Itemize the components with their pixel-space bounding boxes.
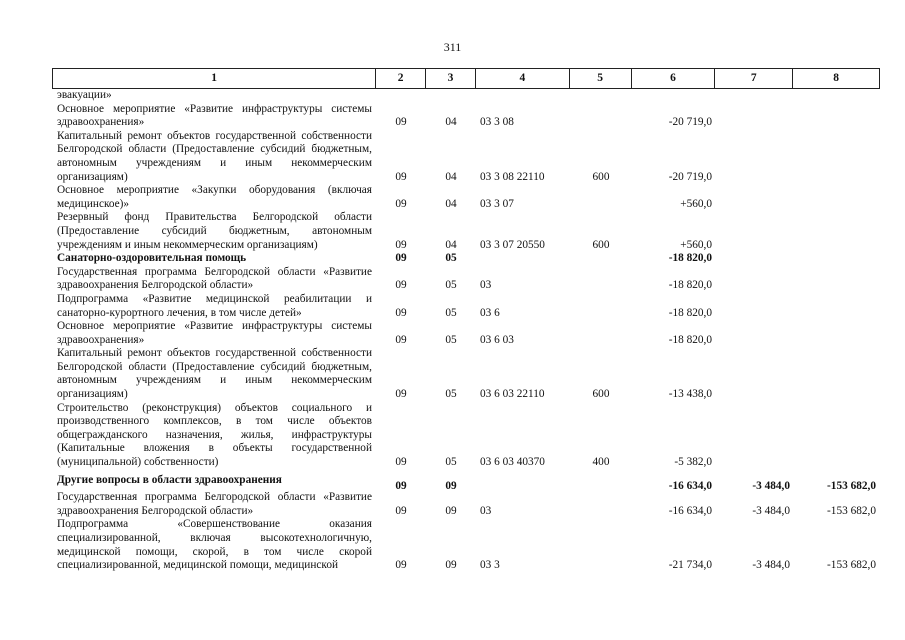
row-cell-c3: 04 xyxy=(445,238,457,251)
row-cell-c4: 03 xyxy=(480,504,492,517)
row-cell-c2: 09 xyxy=(395,252,407,265)
row-cell-c3: 05 xyxy=(445,388,457,401)
row-cell-c7: -3 484,0 xyxy=(752,559,790,572)
table-row xyxy=(52,518,880,572)
header-col-8: 8 xyxy=(833,72,839,84)
row-cell-c2: 09 xyxy=(395,116,407,129)
table-row xyxy=(52,103,880,130)
table-row xyxy=(52,473,880,492)
row-cell-c6: -18 820,0 xyxy=(668,306,712,319)
row-cell-c4: 03 3 xyxy=(480,559,500,572)
table-row xyxy=(52,211,880,252)
row-cell-c2: 09 xyxy=(395,306,407,319)
row-cell-c3: 05 xyxy=(445,252,457,265)
row-cell-c2: 09 xyxy=(395,388,407,401)
row-description: Капитальный ремонт объектов государственной собственности Белгородской области (Предоставление субсидий бюджетным, автономным учреждениям и иным некоммерческим организациям) xyxy=(57,347,372,401)
row-cell-c4: 03 xyxy=(480,279,492,292)
row-cell-c6: -5 382,0 xyxy=(674,456,712,469)
table-body xyxy=(52,89,880,573)
table-row xyxy=(52,130,880,184)
row-description: Основное мероприятие «Закупки оборудования (включая медицинское)» xyxy=(57,184,372,210)
row-cell-c6: -16 634,0 xyxy=(668,479,712,492)
row-cell-c3: 04 xyxy=(445,170,457,183)
row-cell-c6: -13 438,0 xyxy=(668,388,712,401)
header-col-5: 5 xyxy=(570,69,632,88)
row-cell-c4: 03 3 07 xyxy=(480,197,514,210)
table-row xyxy=(52,491,880,518)
header-col-1: 1 xyxy=(53,69,376,88)
row-description: Основное мероприятие «Развитие инфраструктуры системы здравоохранения» xyxy=(57,320,372,346)
row-cell-c2: 09 xyxy=(395,479,407,492)
table-row xyxy=(52,347,880,401)
header-col-3: 3 xyxy=(426,69,476,88)
row-cell-c3: 04 xyxy=(445,197,457,210)
row-cell-c8: -153 682,0 xyxy=(827,504,876,517)
row-cell-c6: -16 634,0 xyxy=(668,504,712,517)
row-cell-c6: -20 719,0 xyxy=(668,116,712,129)
row-cell-c5: 600 xyxy=(592,388,610,401)
row-cell-c6: -18 820,0 xyxy=(668,279,712,292)
row-description: Санаторно-оздоровительная помощь xyxy=(57,252,247,265)
header-col-4: 4 xyxy=(476,69,570,88)
row-cell-c6: +560,0 xyxy=(680,238,712,251)
row-cell-c3: 05 xyxy=(445,306,457,319)
header-col-2: 2 xyxy=(376,69,426,88)
row-cell-c3: 05 xyxy=(445,279,457,292)
row-cell-c7: -3 484,0 xyxy=(752,479,790,492)
row-cell-c2: 09 xyxy=(395,170,407,183)
table-row xyxy=(52,402,880,470)
row-description: Подпрограмма «Совершенствование оказания специализированной, включая высокотехнологичную, медицинской помощи, скорой, в том числе скорой специализированной, медицинской помощи, медицинской xyxy=(57,518,372,572)
row-cell-c2: 09 xyxy=(395,456,407,469)
row-cell-c6: +560,0 xyxy=(680,197,712,210)
row-cell-c7: -3 484,0 xyxy=(752,504,790,517)
row-cell-c3: 09 xyxy=(445,504,457,517)
row-cell-c6: -20 719,0 xyxy=(668,170,712,183)
budget-table xyxy=(52,68,880,640)
row-cell-c5: 400 xyxy=(592,456,610,469)
row-cell-c4: 03 6 xyxy=(480,306,500,319)
row-cell-c3: 05 xyxy=(445,333,457,346)
row-cell-c2: 09 xyxy=(395,504,407,517)
row-cell-c8: -153 682,0 xyxy=(827,559,876,572)
row-cell-c3: 09 xyxy=(445,479,457,492)
row-cell-c8: -153 682,0 xyxy=(827,479,876,492)
table-row xyxy=(52,320,880,347)
table-row xyxy=(52,252,880,266)
row-cell-c2: 09 xyxy=(395,197,407,210)
row-cell-c2: 09 xyxy=(395,333,407,346)
row-cell-c2: 09 xyxy=(395,279,407,292)
row-cell-c4: 03 3 07 20550 xyxy=(480,238,545,251)
row-description: эвакуации» xyxy=(57,89,112,101)
header-col-7: 7 xyxy=(715,69,793,88)
table-row xyxy=(52,184,880,211)
row-cell-c3: 05 xyxy=(445,456,457,469)
row-cell-c4: 03 6 03 40370 xyxy=(480,456,545,469)
row-cell-c4: 03 3 08 22110 xyxy=(480,170,545,183)
row-cell-c2: 09 xyxy=(395,238,407,251)
row-description: Капитальный ремонт объектов государственной собственности Белгородской области (Предоставление субсидий бюджетным, автономным учреждениям и иным некоммерческим организациям) xyxy=(57,129,372,183)
row-description: Основное мероприятие «Развитие инфраструктуры системы здравоохранения» xyxy=(57,102,372,129)
row-description: Строительство (реконструкция) объектов социального и производственного комплексов, в том числе объектов общегражданского назначения, жилья, инфраструктуры (Капитальные вложения в объекты государственной (муниципальной) собственности) xyxy=(57,401,372,469)
row-cell-c6: -18 820,0 xyxy=(668,333,712,346)
row-description: Государственная программа Белгородской области «Развитие здравоохранения Белгородской области» xyxy=(57,265,372,292)
row-description: Государственная программа Белгородской области «Развитие здравоохранения Белгородской области» xyxy=(57,491,372,517)
row-cell-c5: 600 xyxy=(592,238,610,251)
row-cell-c4: 03 6 03 22110 xyxy=(480,388,545,401)
header-col-6: 6 xyxy=(632,69,716,88)
row-cell-c3: 09 xyxy=(445,559,457,572)
page-number: 311 xyxy=(443,40,462,54)
row-description: Подпрограмма «Развитие медицинской реабилитации и санаторно-курортного лечения, в том числе детей» xyxy=(57,292,372,319)
row-cell-c6: -18 820,0 xyxy=(668,252,712,265)
table-row xyxy=(52,293,880,320)
row-cell-c4: 03 3 08 xyxy=(480,116,514,129)
row-cell-c3: 04 xyxy=(445,116,457,129)
row-description: Другие вопросы в области здравоохранения xyxy=(57,473,282,486)
row-cell-c5: 600 xyxy=(592,170,610,183)
row-cell-c2: 09 xyxy=(395,559,407,572)
row-cell-c4: 03 6 03 xyxy=(480,333,514,346)
row-cell-c6: -21 734,0 xyxy=(668,559,712,572)
table-row xyxy=(52,89,880,103)
table-row xyxy=(52,266,880,293)
table-header xyxy=(52,68,880,89)
row-description: Резервный фонд Правительства Белгородской области (Предоставление субсидий бюджетным, автономным учреждениям и иным некоммерческим организациям) xyxy=(57,211,372,251)
